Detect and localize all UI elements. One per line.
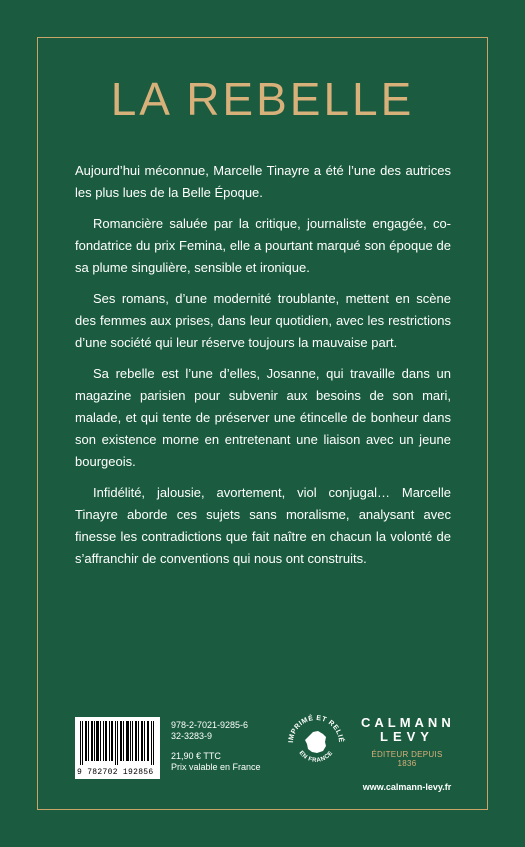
blurb-paragraph: Ses romans, d’une modernité troublante, mettent en scène des femmes aux prises, dans leur quotidien, avec les restrictions d’une société qui leur réserve toujours la mauvaise part.: [75, 291, 451, 350]
blurb-paragraph: Aujourd’hui méconnue, Marcelle Tinayre a été l’une des autrices les plus lues de la Belle Époque.: [75, 163, 451, 200]
barcode-bars: [80, 721, 155, 765]
france-map-icon: [305, 731, 326, 753]
back-cover-blurb: [75, 160, 451, 579]
price: 21,90 € TTC: [171, 751, 221, 761]
blurb-paragraph: Romancière saluée par la critique, journaliste engagée, co-fondatrice du prix Femina, elle a pourtant marqué son époque de sa plume singulière, sensible et ironique.: [75, 216, 451, 275]
isbn-info: [171, 720, 261, 773]
barcode: [75, 717, 160, 779]
book-title: LA REBELLE: [110, 73, 415, 125]
product-code: 32-3283-9: [171, 731, 213, 741]
publisher-url[interactable]: www.calmann-levy.fr: [362, 782, 452, 792]
price-note: Prix valable en France: [171, 762, 261, 772]
barcode-digits: 9 782702 192856: [77, 768, 154, 777]
publisher-name-line1: CALMANN: [361, 715, 455, 730]
publisher-logo: [361, 716, 453, 744]
publisher-since: ÉDITEUR DEPUIS 1836: [371, 750, 443, 768]
publisher-block: [361, 716, 453, 792]
blurb-paragraph: Sa rebelle est l’une d’elles, Josanne, qui travaille dans un magazine parisien pour subvenir aux besoins de son mari, malade, et qui tente de préserver une étincelle de bonheur dans son existence morne en entretenant une liaison avec un jeune bourgeois.: [75, 366, 451, 469]
blurb-paragraph: Infidélité, jalousie, avortement, viol conjugal… Marcelle Tinayre aborde ces sujets sans moralisme, analysant avec finesse les contradictions que fait naître en chacun la volonté de s’affranchir de conventions qui nous ont construits.: [75, 485, 451, 566]
isbn: 978-2-7021-9285-6: [171, 720, 249, 730]
publisher-name-line2: LEVY: [380, 729, 434, 744]
made-in-france-seal: [283, 710, 349, 776]
seal-bottom-text: EN FRANCE: [297, 750, 335, 764]
seal-top-text: IMPRIMÉ ET RELIÉ: [287, 714, 345, 744]
